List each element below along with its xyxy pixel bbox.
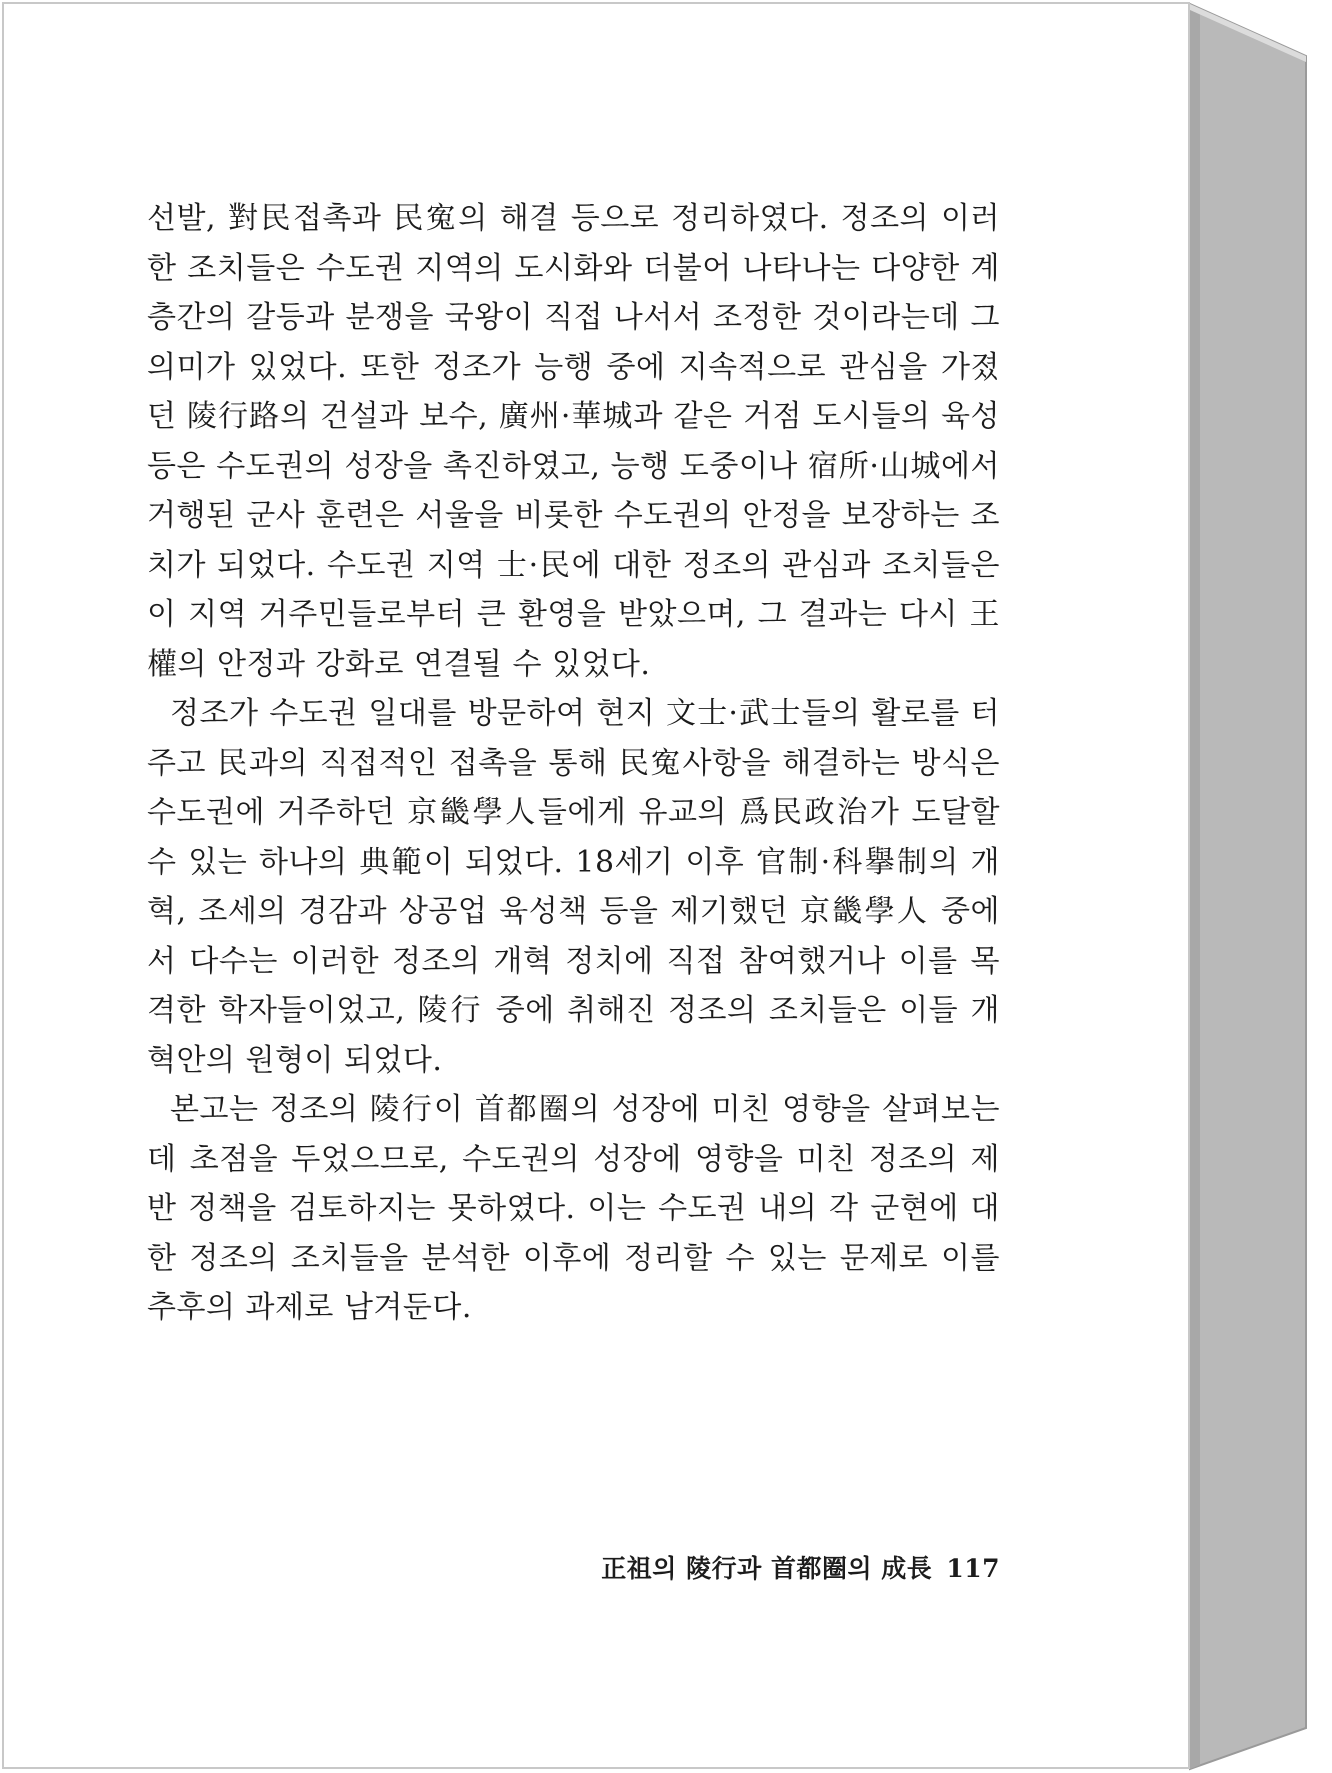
page-number: 117 (946, 1554, 1000, 1583)
book-side-face (1190, 4, 1306, 1769)
paragraph-1: 선발, 對民접촉과 民寃의 해결 등으로 정리하였다. 정조의 이러한 조치들은 수도권 지역의 도시화와 더불어 나타나는 다양한 계층간의 갈등과 분쟁을 국왕이 직접 나서서 조정한 것이라는데 그 의미가 있었다. 또한 정조가 능행 중에 지속적으로 관심을 가졌던 陵行路의 건설과 보수, 廣州·華城과 같은 거점 도시들의 육성 등은 수도권의 성장을 촉진하였고, 능행 도중이나 宿所·山城에서 거행된 군사 훈련은 서울을 비롯한 수도권의 안정을 보장하는 조치가 되었다. 수도권 지역 士·民에 대한 정조의 관심과 조치들은 이 지역 거주민들로부터 큰 환영을 받았으며, 그 결과는 다시 王權의 안정과 강화로 연결될 수 있었다. (147, 201, 1000, 682)
paragraph-2: 정조가 수도권 일대를 방문하여 현지 文士·武士들의 활로를 터주고 民과의 직접적인 접촉을 통해 民寃사항을 해결하는 방식은 수도권에 거주하던 京畿學人들에게 유교의 爲民政治가 도달할 수 있는 하나의 典範이 되었다. 18세기 이후 官制·科擧制의 개혁, 조세의 경감과 상공업 육성책 등을 제기했던 京畿學人 중에서 다수는 이러한 정조의 개혁 정치에 직접 참여했거나 이를 목격한 학자들이었고, 陵行 중에 취해진 정조의 조치들은 이들 개혁안의 원형이 되었다. (147, 696, 1000, 1078)
book-side-shade (1190, 4, 1200, 1769)
body-text (147, 194, 1000, 1333)
page-footer (560, 1549, 1000, 1585)
running-title: 正祖의 陵行과 首都圈의 成長 (601, 1554, 933, 1583)
paragraph-3: 본고는 정조의 陵行이 首都圈의 성장에 미친 영향을 살펴보는데 초점을 두었으므로, 수도권의 성장에 영향을 미친 정조의 제반 정책을 검토하지는 못하였다. 이는 수도권 내의 각 군현에 대한 정조의 조치들을 분석한 이후에 정리할 수 있는 문제로 이를 추후의 과제로 남겨둔다. (147, 1092, 1000, 1325)
